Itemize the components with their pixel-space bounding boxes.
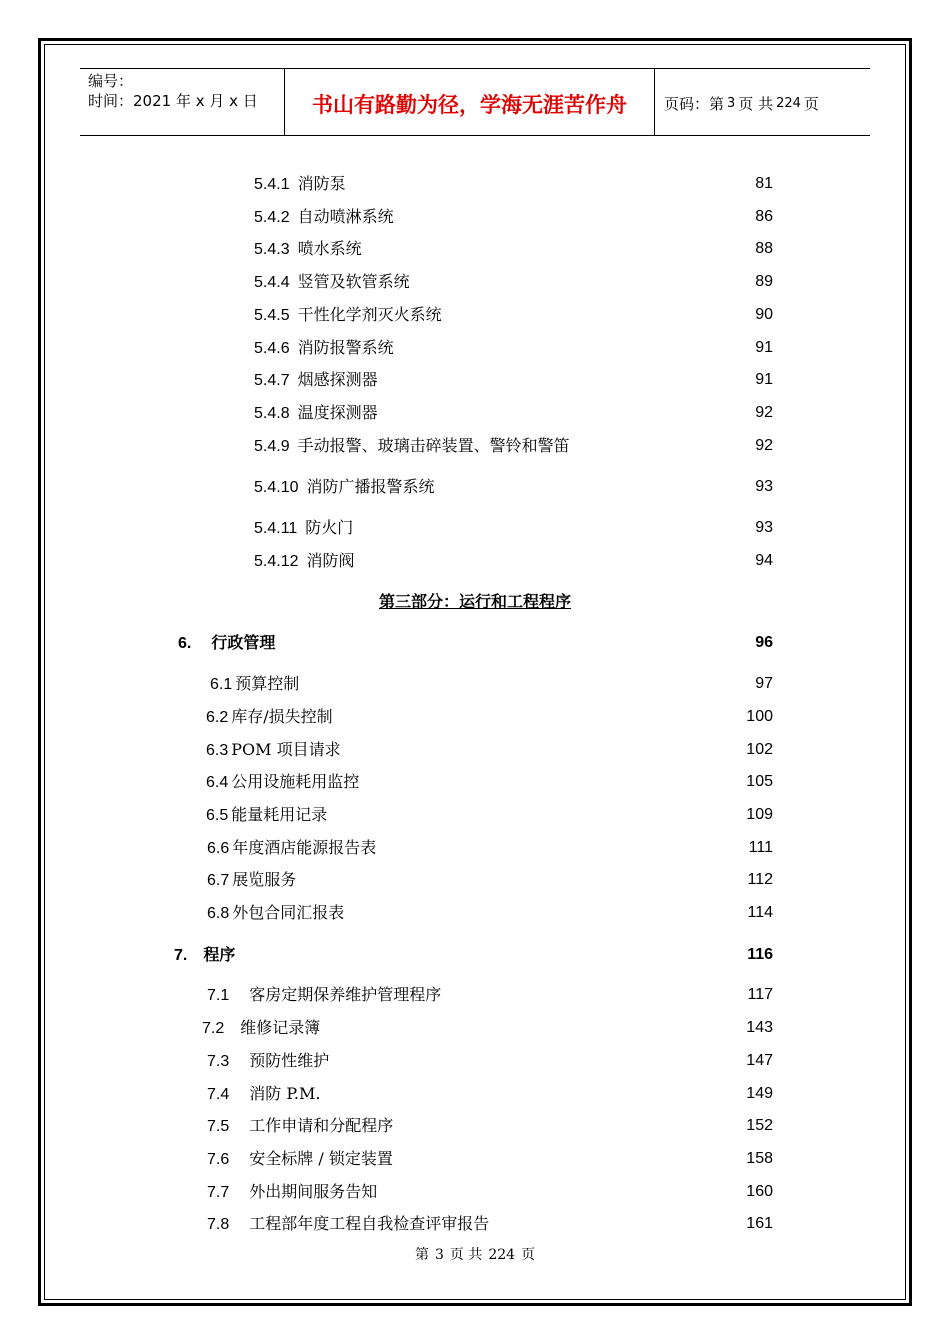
toc-page-number: 88 <box>755 240 773 257</box>
toc-section-title: 消防泵 <box>297 174 346 193</box>
toc-entry-label <box>254 549 355 574</box>
toc-page-number: 96 <box>755 634 773 651</box>
header-page-info <box>655 69 870 135</box>
toc-page-number: 93 <box>755 478 773 495</box>
toc-section-number: 6.3 <box>206 742 229 759</box>
toc-section-title: 客房定期保养维护管理程序 <box>249 985 442 1004</box>
toc-section-number: 5.4.4 <box>254 274 290 291</box>
page-footer <box>0 1245 950 1265</box>
toc-entry-label <box>207 1212 489 1237</box>
toc-section-number: 7. <box>174 947 188 964</box>
toc-row <box>0 1180 950 1204</box>
toc-row <box>0 1114 950 1138</box>
toc-section-title: 消防广播报警系统 <box>306 477 435 496</box>
page-suffix: 页 <box>803 94 819 113</box>
code-label: 编号： <box>88 72 134 90</box>
toc-page-number: 160 <box>746 1183 773 1200</box>
toc-section-number: 5.4.5 <box>254 307 290 324</box>
toc-row <box>0 401 950 425</box>
toc-row <box>0 549 950 573</box>
toc-section-number: 7.5 <box>207 1118 230 1135</box>
toc-row <box>0 205 950 229</box>
page-number: 3 <box>727 95 736 111</box>
toc-section-number: 7.7 <box>207 1184 230 1201</box>
toc-section-title: 年度酒店能源报告表 <box>232 838 377 857</box>
toc-section-title: 外包合同汇报表 <box>232 903 345 922</box>
toc-entry-label <box>207 901 344 926</box>
toc-row <box>0 516 950 540</box>
toc-section-title: 消防 P.M. <box>249 1084 321 1103</box>
toc-section-title: 预算控制 <box>235 674 300 693</box>
toc-section-title: 喷水系统 <box>297 239 362 258</box>
toc-section-title: 安全标牌 / 锁定装置 <box>249 1149 393 1168</box>
toc-section-number: 7.4 <box>207 1086 230 1103</box>
toc-row <box>0 475 950 499</box>
toc-section-title: 手动报警、玻璃击碎装置、警铃和警笛 <box>297 436 570 455</box>
toc-section-number: 5.4.8 <box>254 405 290 422</box>
time-label: 时间：2021 年 x 月 x 日 <box>88 92 258 110</box>
toc-section-title: 库存/损失控制 <box>231 707 333 726</box>
toc-entry-label <box>254 336 394 361</box>
toc-section-number: 7.8 <box>207 1216 230 1233</box>
toc-section-title: 公用设施耗用监控 <box>231 772 360 791</box>
toc-page-number: 158 <box>746 1150 773 1167</box>
toc-entry-label <box>207 868 296 893</box>
page-mid: 页 共 <box>738 94 774 113</box>
toc-section-title: 工程部年度工程自我检查评审报告 <box>249 1214 490 1233</box>
toc-page-number: 143 <box>746 1019 773 1036</box>
toc-section-title: 消防阀 <box>306 551 355 570</box>
toc-page-number: 92 <box>755 404 773 421</box>
toc-entry-label <box>202 1016 320 1041</box>
toc-section-number: 7.6 <box>207 1151 230 1168</box>
toc-row <box>0 368 950 392</box>
toc-page-number: 161 <box>746 1215 773 1232</box>
toc-row <box>0 1212 950 1236</box>
toc-page-number: 111 <box>748 839 773 856</box>
toc-page-number: 100 <box>746 708 773 725</box>
toc-entry-label <box>254 205 394 230</box>
toc-entry-label <box>174 943 235 968</box>
toc-page-number: 114 <box>747 904 773 921</box>
toc-section-number: 5.4.9 <box>254 438 290 455</box>
toc-row <box>0 237 950 261</box>
toc-section-number: 6.7 <box>207 872 230 889</box>
toc-entry-label <box>207 836 376 861</box>
toc-section-number: 6.8 <box>207 905 230 922</box>
toc-entry-label <box>207 1180 377 1205</box>
toc-section-title: 预防性维护 <box>249 1051 330 1070</box>
toc-section-number: 5.4.3 <box>254 241 290 258</box>
toc-entry-label <box>207 1114 393 1139</box>
toc-row <box>0 336 950 360</box>
toc-entry-label <box>210 672 299 697</box>
toc-section-number: 6. <box>178 635 192 652</box>
footer-mid: 页 共 <box>449 1247 483 1263</box>
toc-page-number: 117 <box>747 986 773 1003</box>
header-meta <box>80 69 284 135</box>
toc-section-number: 5.4.10 <box>254 479 299 496</box>
toc-section-title: 展览服务 <box>232 870 297 889</box>
toc-page-number: 116 <box>747 946 773 963</box>
toc-page-number: 93 <box>755 519 773 536</box>
toc-page-number: 91 <box>755 339 773 356</box>
toc-section-title: 行政管理 <box>211 633 276 652</box>
toc-page-number: 90 <box>755 306 773 323</box>
toc-row <box>0 836 950 860</box>
toc-section-title: 烟感探测器 <box>297 370 378 389</box>
toc-row <box>0 270 950 294</box>
toc-section-title: 防火门 <box>305 518 354 537</box>
toc-entry-label <box>178 631 275 656</box>
toc-row <box>0 738 950 762</box>
part-title: 第三部分：运行和工程程序 <box>378 592 571 611</box>
footer-total: 224 <box>488 1247 516 1263</box>
toc-section-title: 干性化学剂灭火系统 <box>297 305 442 324</box>
footer-suffix: 页 <box>521 1247 536 1263</box>
toc-entry-label <box>207 983 441 1008</box>
toc-entry-label <box>207 1049 329 1074</box>
toc-page-number: 92 <box>755 437 773 454</box>
toc-entry-label <box>206 705 333 730</box>
toc-entry-label <box>254 368 378 393</box>
toc-entry-label <box>206 803 327 828</box>
toc-entry-label <box>206 770 359 795</box>
toc-entry-label <box>207 1082 320 1107</box>
toc-chapter-row <box>0 631 950 655</box>
toc-row <box>0 172 950 196</box>
toc-page-number: 147 <box>746 1052 773 1069</box>
footer-prefix: 第 <box>414 1247 429 1263</box>
toc-section-number: 7.1 <box>207 987 230 1004</box>
toc-entry-label <box>254 237 362 262</box>
toc-row <box>0 303 950 327</box>
toc-row <box>0 434 950 458</box>
toc-page-number: 89 <box>755 273 773 290</box>
toc-section-number: 7.2 <box>202 1020 225 1037</box>
toc-page-number: 86 <box>755 208 773 225</box>
toc-page-number: 109 <box>746 806 773 823</box>
toc-entry-label <box>254 434 570 459</box>
toc-entry-label <box>254 303 442 328</box>
toc-section-number: 5.4.2 <box>254 209 290 226</box>
toc-page-number: 94 <box>755 552 773 569</box>
toc-section-number: 6.6 <box>207 840 230 857</box>
toc-row <box>0 705 950 729</box>
toc-page-number: 112 <box>747 871 773 888</box>
toc-entry-label <box>254 270 410 295</box>
toc-section-title: 温度探测器 <box>297 403 378 422</box>
toc-section-number: 6.1 <box>210 676 233 693</box>
toc-page-number: 149 <box>746 1085 773 1102</box>
toc-section-title: 能量耗用记录 <box>231 805 328 824</box>
toc-row <box>0 1082 950 1106</box>
toc-page-number: 105 <box>746 773 773 790</box>
toc-section-number: 5.4.7 <box>254 372 290 389</box>
toc-section-number: 6.4 <box>206 774 229 791</box>
page-header <box>80 68 870 136</box>
page-total: 224 <box>776 95 801 111</box>
toc-entry-label <box>254 401 378 426</box>
toc-entry-label <box>254 516 353 541</box>
toc-section-title: 程序 <box>203 945 236 964</box>
toc-section-number: 5.4.1 <box>254 176 290 193</box>
toc-entry-label <box>206 738 341 763</box>
toc-row <box>0 803 950 827</box>
toc-section-number: 6.5 <box>206 807 229 824</box>
toc-row <box>0 672 950 696</box>
toc-section-title: 外出期间服务告知 <box>249 1182 378 1201</box>
toc-page-number: 102 <box>746 741 773 758</box>
toc-entry-label <box>207 1147 393 1172</box>
toc-entry-label <box>254 475 435 500</box>
page-prefix: 页码：第 <box>664 94 725 113</box>
toc-page-number: 91 <box>755 371 773 388</box>
toc-section-title: 竖管及软管系统 <box>297 272 410 291</box>
toc-section-title: POM 项目请求 <box>231 740 341 759</box>
toc-page-number: 81 <box>755 175 773 192</box>
toc-section-title: 消防报警系统 <box>297 338 394 357</box>
toc-page-number: 97 <box>755 675 773 692</box>
toc-section-number: 5.4.6 <box>254 340 290 357</box>
toc-section-title: 维修记录簿 <box>240 1018 321 1037</box>
toc-section-number: 6.2 <box>206 709 229 726</box>
toc-page-number: 152 <box>746 1117 773 1134</box>
toc-section-number: 5.4.12 <box>254 553 299 570</box>
toc-section-title: 工作申请和分配程序 <box>249 1116 394 1135</box>
toc-row <box>0 1016 950 1040</box>
toc-row <box>0 983 950 1007</box>
toc-row <box>0 1049 950 1073</box>
toc-row <box>0 868 950 892</box>
toc-section-number: 5.4.11 <box>254 520 298 537</box>
toc-row <box>0 770 950 794</box>
toc-section-number: 7.3 <box>207 1053 230 1070</box>
toc-row <box>0 1147 950 1171</box>
header-motto: 书山有路勤为径，学海无涯苦作舟 <box>284 69 655 135</box>
toc-row <box>0 901 950 925</box>
toc-entry-label <box>254 172 346 197</box>
footer-page: 3 <box>434 1247 444 1263</box>
toc-chapter-row <box>0 943 950 967</box>
toc-section-title: 自动喷淋系统 <box>297 207 394 226</box>
